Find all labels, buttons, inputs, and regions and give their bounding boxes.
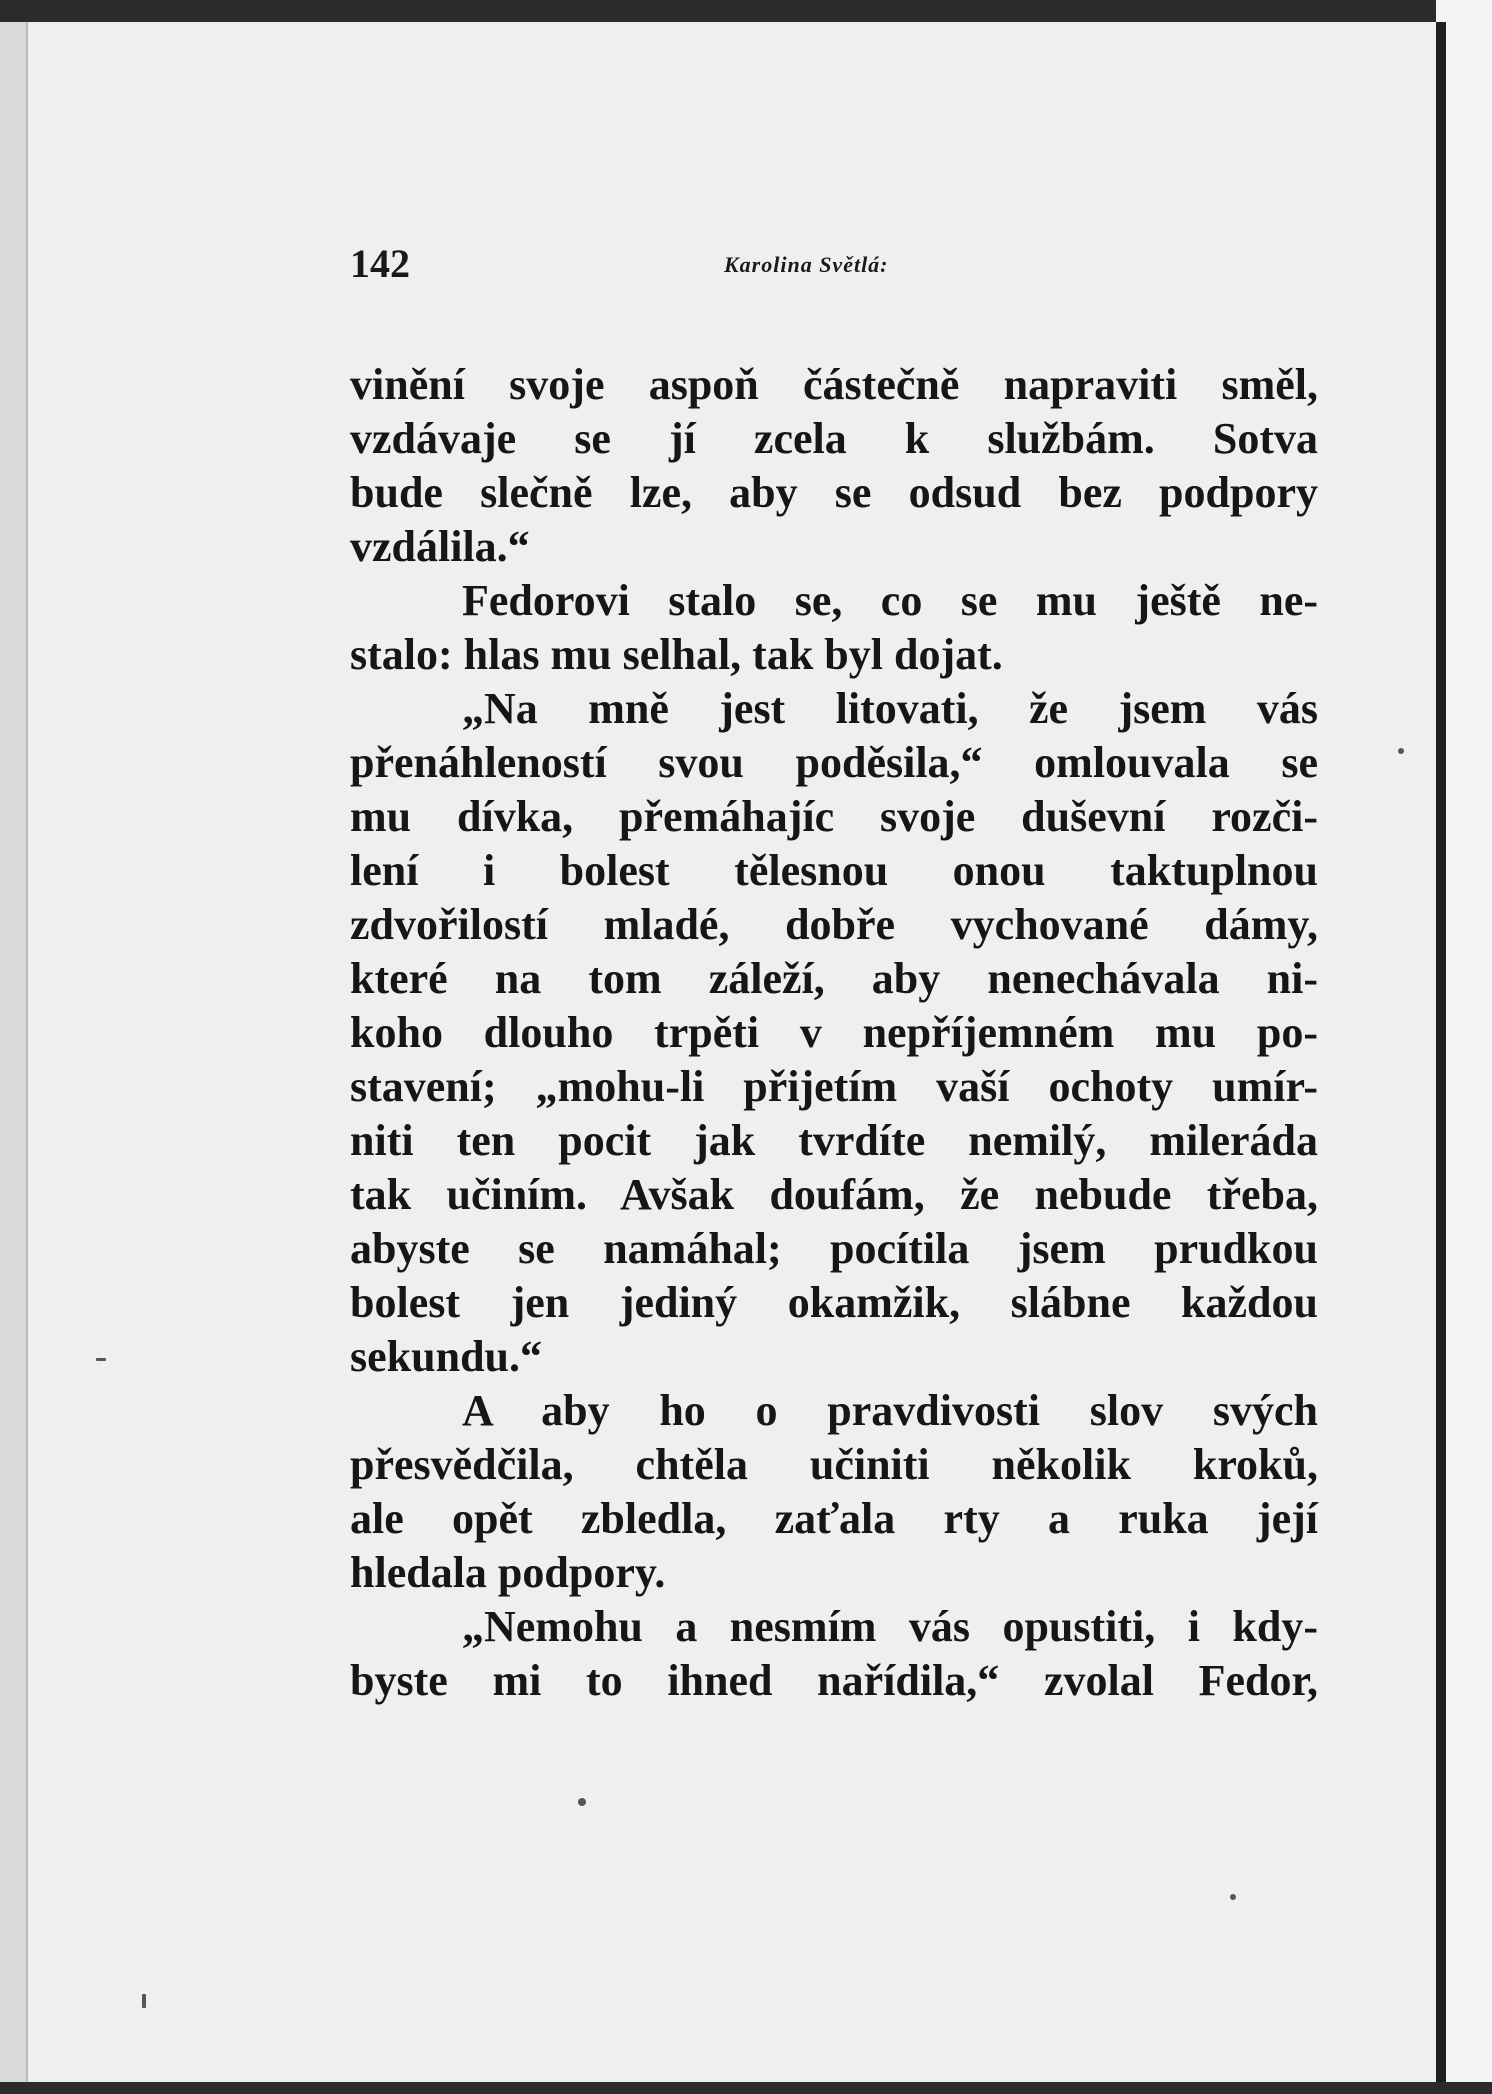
text-line: zdvořilostí mladé, dobře vychované dámy, — [350, 900, 1318, 949]
text-line: přesvědčila, chtěla učiniti několik kroků, — [350, 1440, 1318, 1489]
text-line: které na tom záleží, aby nenechávala ni- — [350, 954, 1318, 1003]
text-line: „Na mně jest litovati, že jsem vás — [462, 684, 1318, 733]
dust-speck — [142, 1994, 146, 2008]
text-line: bude slečně lze, aby se odsud bez podpory — [350, 468, 1318, 517]
text-line: stavení; „mohu-li přijetím vaší ochoty umír- — [350, 1062, 1318, 1111]
running-title: Karolina Světlá: — [724, 252, 889, 277]
text-line: niti ten pocit jak tvrdíte nemilý, mileráda — [350, 1116, 1318, 1165]
text-line: vinění svoje aspoň částečně napraviti směl, — [350, 360, 1318, 409]
text-line: hledala podpory. — [350, 1548, 666, 1597]
text-line: přenáhleností svou poděsila,“ omlouvala se — [350, 738, 1318, 787]
scan-border-top — [0, 0, 1492, 22]
body-text — [350, 358, 1318, 1708]
text-line: vzdálila.“ — [350, 522, 530, 571]
text-line: mu dívka, přemáhajíc svoje duševní rozči- — [350, 792, 1318, 841]
page-left-edge — [26, 22, 28, 2082]
text-line: lení i bolest tělesnou onou taktuplnou — [350, 846, 1318, 895]
text-line: byste mi to ihned nařídila,“ zvolal Fedor, — [350, 1656, 1318, 1705]
running-head — [350, 240, 1350, 300]
text-line: sekundu.“ — [350, 1332, 543, 1381]
text-line: „Nemohu a nesmím vás opustiti, i kdy- — [462, 1602, 1318, 1651]
page-right-edge — [1436, 22, 1446, 2094]
text-line: koho dlouho trpěti v nepříjemném mu po- — [350, 1008, 1318, 1057]
dust-speck — [1230, 1894, 1236, 1900]
page-number: 142 — [350, 241, 410, 286]
dust-speck — [578, 1798, 586, 1806]
dust-speck — [96, 1358, 106, 1361]
text-line: tak učiním. Avšak doufám, že nebude třeba, — [350, 1170, 1318, 1219]
text-line: stalo: hlas mu selhal, tak byl dojat. — [350, 630, 1003, 679]
text-line: ale opět zbledla, zaťala rty a ruka její — [350, 1494, 1318, 1543]
text-line: vzdávaje se jí zcela k službám. Sotva — [350, 414, 1318, 463]
text-line: Fedorovi stalo se, co se mu ještě ne- — [462, 576, 1318, 625]
text-line: abyste se namáhal; pocítila jsem prudkou — [350, 1224, 1318, 1273]
scan-border-bottom — [0, 2082, 1492, 2094]
dust-speck — [1398, 748, 1404, 754]
text-line: A aby ho o pravdivosti slov svých — [462, 1386, 1318, 1435]
text-line: bolest jen jediný okamžik, slábne každou — [350, 1278, 1318, 1327]
